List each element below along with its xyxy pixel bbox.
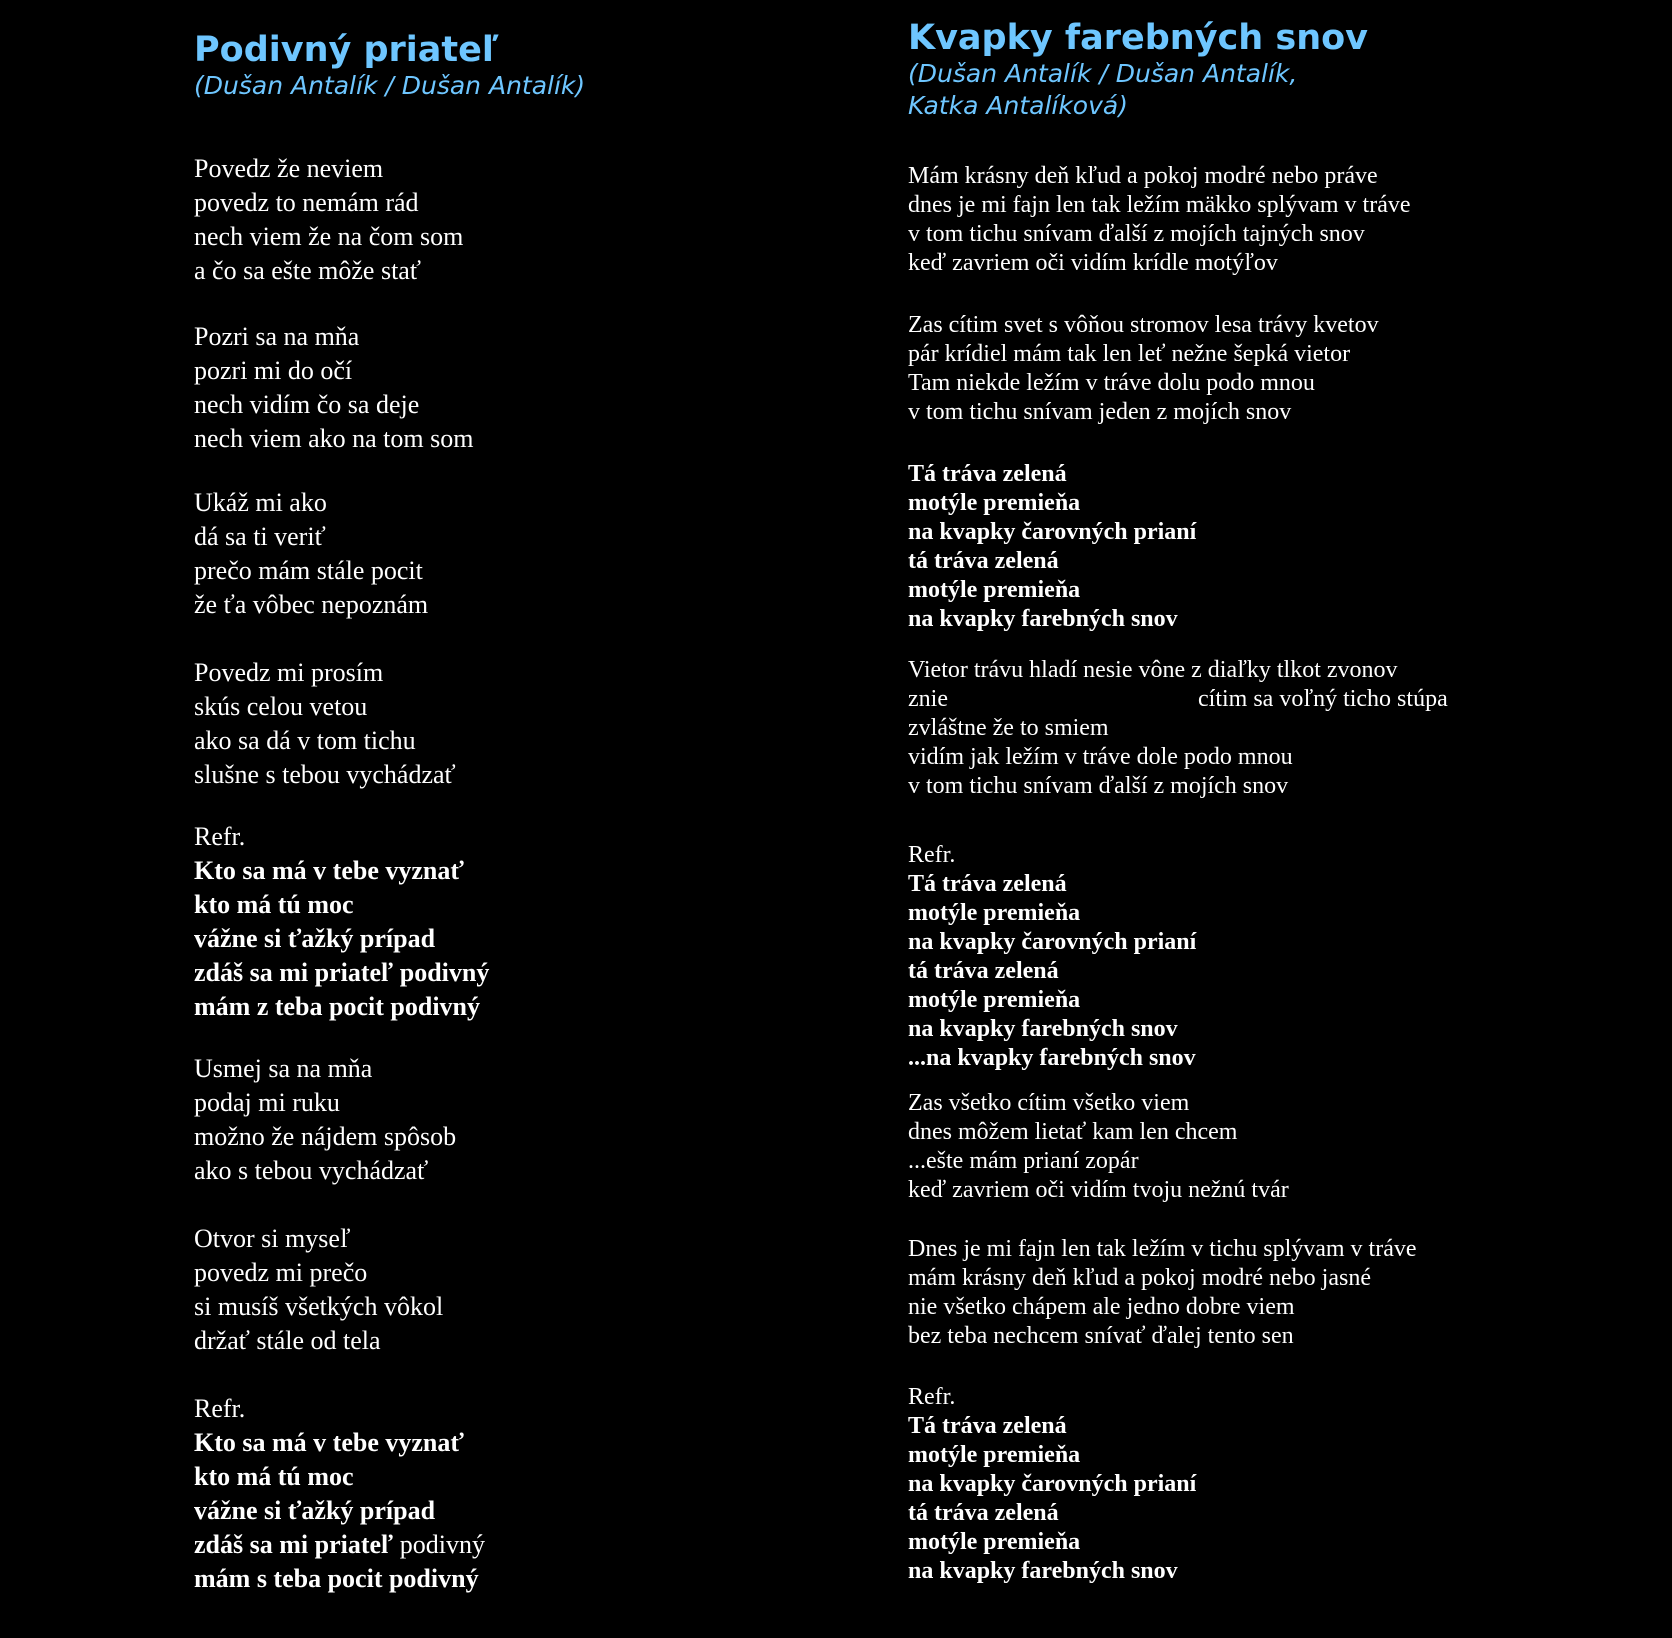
- stanza: [908, 162, 1411, 278]
- lyric-line: pozri mi do očí: [194, 356, 353, 385]
- lyric-line-part: cítim sa voľný ticho stúpa: [1198, 686, 1448, 712]
- lyric-line: Otvor si myseľ: [194, 1224, 351, 1253]
- lyric-line: Povedz mi prosím: [194, 658, 384, 687]
- lyric-line: Vietor trávu hladí nesie vône z diaľky tlkot zvonov: [908, 657, 1398, 683]
- lyric-line: a čo sa ešte môže stať: [194, 256, 421, 285]
- lyric-line: zvláštne že to smiem: [908, 715, 1109, 741]
- refrain-stanza: [908, 460, 1196, 634]
- lyric-line-part: znie: [908, 686, 948, 712]
- refrain-line: motýle premieňa: [908, 577, 1081, 603]
- refrain-line: tá tráva zelená: [908, 958, 1059, 984]
- refrain-label: Refr.: [194, 1394, 246, 1423]
- lyric-line: v tom tichu snívam jeden z mojích snov: [908, 399, 1292, 425]
- refrain-stanza: [908, 1383, 1196, 1586]
- refrain-line: kto má tú moc: [194, 890, 354, 919]
- lyric-line: povedz to nemám rád: [194, 188, 419, 217]
- refrain-line: na kvapky čarovných prianí: [908, 1471, 1197, 1497]
- refrain-line: tá tráva zelená: [908, 1500, 1059, 1526]
- refrain-line: mám z teba pocit podivný: [194, 992, 480, 1021]
- lyric-line: si musíš všetkých vôkol: [194, 1292, 444, 1321]
- refrain-line: mám s teba pocit podivný: [194, 1564, 479, 1593]
- refrain-line: na kvapky farebných snov: [908, 1558, 1178, 1584]
- refrain-line: Tá tráva zelená: [908, 461, 1067, 487]
- lyric-line: prečo mám stále pocit: [194, 556, 423, 585]
- refrain-line: Tá tráva zelená: [908, 871, 1067, 897]
- refrain-line: vážne si ťažký prípad: [194, 924, 436, 953]
- lyric-line: ako s tebou vychádzať: [194, 1156, 429, 1185]
- lyric-line: nech vidím čo sa deje: [194, 390, 420, 419]
- lyric-line: možno že nájdem spôsob: [194, 1122, 457, 1151]
- refrain-line: kto má tú moc: [194, 1462, 354, 1491]
- lyric-line: nie všetko chápem ale jedno dobre viem: [908, 1294, 1295, 1320]
- refrain-label: Refr.: [908, 842, 956, 868]
- lyric-line: slušne s tebou vychádzať: [194, 760, 456, 789]
- refrain-line: na kvapky farebných snov: [908, 1016, 1178, 1042]
- lyric-line: Usmej sa na mňa: [194, 1054, 373, 1083]
- refrain-line: ...na kvapky farebných snov: [908, 1045, 1196, 1071]
- refrain-line: vážne si ťažký prípad: [194, 1496, 436, 1525]
- lyric-line: že ťa vôbec nepoznám: [194, 590, 429, 619]
- stanza: [194, 320, 473, 456]
- lyric-line: keď zavriem oči vidím krídle motýľov: [908, 250, 1278, 276]
- lyric-line: podaj mi ruku: [194, 1088, 340, 1117]
- lyric-line: povedz mi prečo: [194, 1258, 368, 1287]
- lyric-line: Povedz že neviem: [194, 154, 384, 183]
- refrain-line: motýle premieňa: [908, 900, 1081, 926]
- refrain-line: motýle premieňa: [908, 1442, 1081, 1468]
- refrain-line: Kto sa má v tebe vyznať: [194, 1428, 464, 1457]
- refrain-line: motýle premieňa: [908, 1529, 1081, 1555]
- lyric-line: bez teba nechcem snívať ďalej tento sen: [908, 1323, 1294, 1349]
- stanza: [194, 1052, 456, 1188]
- song-credit: (Dušan Antalík / Dušan Antalík): [194, 71, 586, 100]
- lyric-line: dnes môžem lietať kam len chcem: [908, 1119, 1238, 1145]
- refrain-stanza: [194, 1392, 485, 1596]
- stanza: [194, 152, 463, 288]
- lyric-line: ako sa dá v tom tichu: [194, 726, 416, 755]
- stanza: [908, 311, 1379, 427]
- song-credit: (Dušan Antalík / Dušan Antalík, Katka Antalíková): [908, 59, 1298, 120]
- lyric-line: Zas všetko cítim všetko viem: [908, 1090, 1190, 1116]
- lyric-line: ...ešte mám prianí zopár: [908, 1148, 1139, 1174]
- refrain-line: na kvapky farebných snov: [908, 606, 1178, 632]
- stanza: [194, 486, 428, 622]
- refrain-line-bold-part: zdáš sa mi priateľ: [194, 1530, 394, 1559]
- stanza: [908, 1089, 1289, 1205]
- lyric-line: dá sa ti veriť: [194, 522, 326, 551]
- refrain-line: motýle premieňa: [908, 490, 1081, 516]
- refrain-line-tail: podivný: [399, 1530, 485, 1559]
- lyric-line: skús celou vetou: [194, 692, 368, 721]
- song-title: Podivný priateľ: [194, 30, 499, 70]
- refrain-label: Refr.: [908, 1384, 956, 1410]
- lyric-line: Mám krásny deň kľud a pokoj modré nebo práve: [908, 163, 1378, 189]
- lyric-line: v tom tichu snívam ďalší z mojích tajných snov: [908, 221, 1365, 247]
- lyric-line: nech viem ako na tom som: [194, 424, 474, 453]
- refrain-line: zdáš sa mi priateľ podivný: [194, 958, 490, 987]
- refrain-label: Refr.: [194, 822, 246, 851]
- refrain-line: Tá tráva zelená: [908, 1413, 1067, 1439]
- lyric-line: Tam niekde ležím v tráve dolu podo mnou: [908, 370, 1315, 396]
- refrain-line: motýle premieňa: [908, 987, 1081, 1013]
- stanza: [908, 656, 1448, 801]
- refrain-line: Kto sa má v tebe vyznať: [194, 856, 464, 885]
- stanza: [194, 1222, 443, 1358]
- refrain-line: na kvapky čarovných prianí: [908, 929, 1197, 955]
- lyric-line: dnes je mi fajn len tak ležím mäkko splývam v tráve: [908, 192, 1411, 218]
- lyric-line: Dnes je mi fajn len tak ležím v tichu splývam v tráve: [908, 1236, 1417, 1262]
- refrain-stanza: [194, 820, 489, 1024]
- lyric-line: vidím jak ležím v tráve dole podo mnou: [908, 744, 1293, 770]
- stanza: [908, 1235, 1417, 1351]
- refrain-line: na kvapky čarovných prianí: [908, 519, 1197, 545]
- lyric-line: držať stále od tela: [194, 1326, 381, 1355]
- lyric-line: Ukáž mi ako: [194, 488, 327, 517]
- refrain-line-mixed: [194, 1528, 485, 1562]
- lyric-line: nech viem že na čom som: [194, 222, 464, 251]
- lyric-line: Zas cítim svet s vôňou stromov lesa trávy kvetov: [908, 312, 1379, 338]
- lyric-line: mám krásny deň kľud a pokoj modré nebo jasné: [908, 1265, 1371, 1291]
- lyric-line: v tom tichu snívam ďalší z mojích snov: [908, 773, 1289, 799]
- lyric-line-split: [908, 685, 1448, 714]
- refrain-stanza: [908, 841, 1196, 1073]
- lyric-line: keď zavriem oči vidím tvoju nežnú tvár: [908, 1177, 1289, 1203]
- song-title: Kvapky farebných snov: [908, 18, 1368, 58]
- lyric-line: Pozri sa na mňa: [194, 322, 360, 351]
- lyric-line: pár krídiel mám tak len leť nežne šepká vietor: [908, 341, 1351, 367]
- refrain-line: tá tráva zelená: [908, 548, 1059, 574]
- stanza: [194, 656, 456, 792]
